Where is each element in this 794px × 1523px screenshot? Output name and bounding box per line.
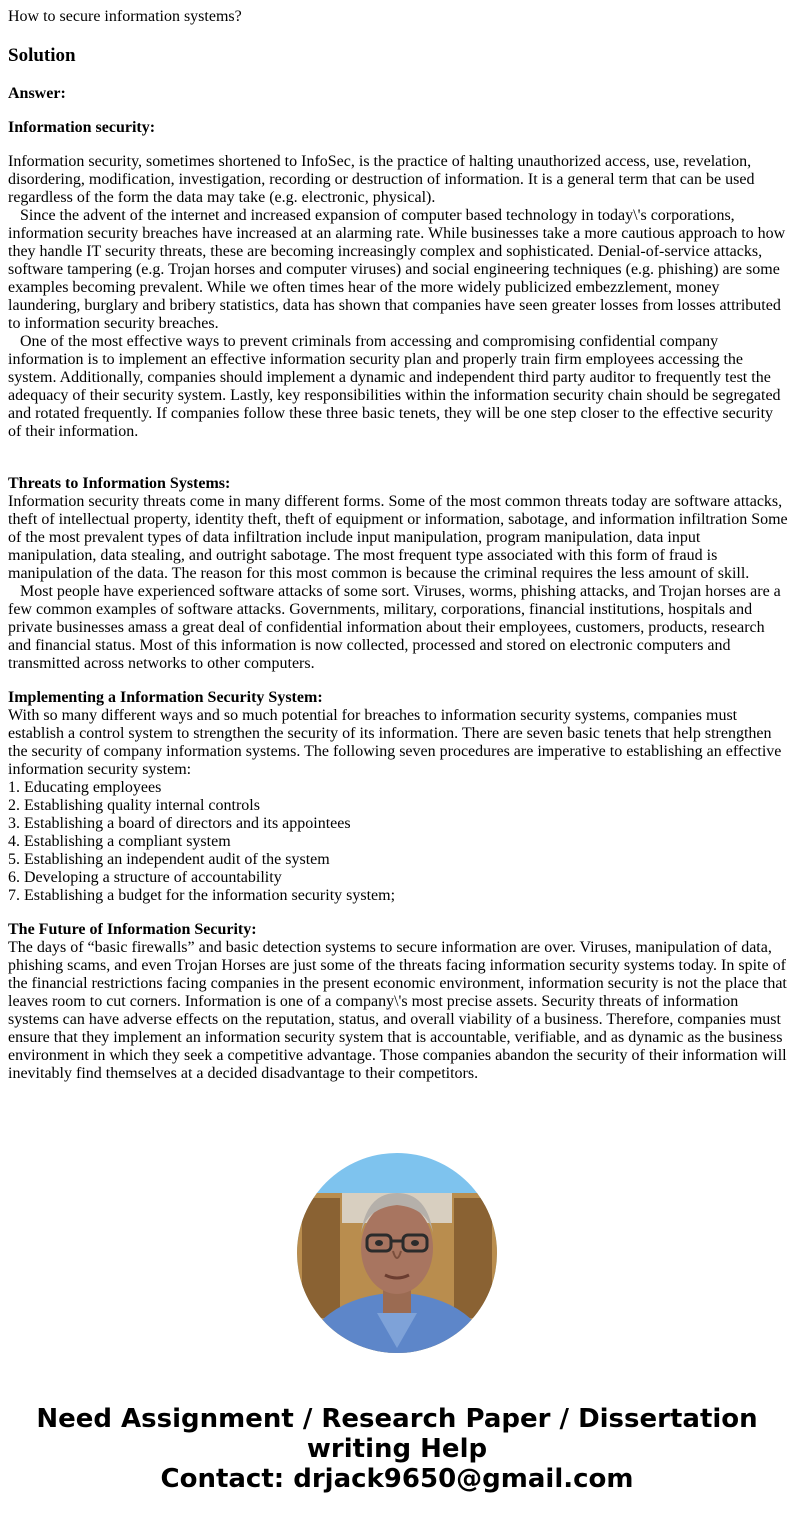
future-paragraph: The days of “basic firewalls” and basic detection systems to secure information are over. Viruses, manipulation of data, phishing scams, and even Trojan Horses are just some of the threats facing information security systems today. In spite of the financial restrictions facing companies in the present economic environment, information security is not the place that leaves room to cut corners. Information is one of a company\'s most precise assets. Security threats of information systems can have adverse effects on the reputation, status, and overall viability of a business. Therefore, companies must ensure that they implement an information security system that is accountable, verifiable, and as dynamic as the business environment in which they seek a competitive advantage. Those companies abandon the security of their information will inevitably find themselves at a decided disadvantage to their competitors.	[8, 939, 787, 1082]
implementing-heading: Implementing a Information Security System:	[8, 689, 323, 706]
solution-heading: Solution	[8, 45, 76, 66]
list-item: 4. Establishing a compliant system	[8, 833, 231, 850]
answer-label: Answer:	[8, 85, 66, 102]
steps-list	[8, 779, 788, 905]
promo-line: writing Help	[306, 1434, 488, 1464]
threats-section	[8, 475, 788, 673]
author-avatar	[297, 1153, 497, 1353]
implementing-intro: With so many different ways and so much potential for breaches to information security systems, companies must establish a control system to strengthen the security of its information. There are seven basic tenets that help strengthen the security of company information systems. The following seven procedures are imperative to establishing an effective information security system:	[8, 707, 782, 778]
list-item: 6. Developing a structure of accountability	[8, 869, 282, 886]
info-security-paragraph: Since the advent of the internet and increased expansion of computer based technology in today\'s corporations, information security breaches have increased at an alarming rate. While businesses take a more cautious approach to how they handle IT security threats, these are becoming increasingly complex and sophisticated. Denial-of-service attacks, software tampering (e.g. Trojan horses and computer viruses) and social engineering techniques (e.g. phishing) are some examples becoming prevalent. While we often times hear of the more widely publicized embezzlement, money laundering, burglary and bribery statistics, data has shown that companies have seen greater losses from losses attributed to information security breaches.	[8, 207, 786, 332]
question-text: How to secure information systems?	[8, 8, 242, 25]
info-security-section	[8, 153, 788, 441]
promo-contact: Contact: drjack9650@gmail.com	[160, 1464, 634, 1494]
info-security-heading: Information security:	[8, 119, 156, 136]
list-item: 5. Establishing an independent audit of the system	[8, 851, 330, 868]
info-security-paragraph: Information security, sometimes shortened to InfoSec, is the practice of halting unauthorized access, use, revelation, disordering, modification, investigation, recording or destruction of information. It is a general term that can be used regardless of the form the data may take (e.g. electronic, physical).	[8, 153, 755, 206]
author-portrait-image	[297, 1153, 497, 1353]
list-item: 3. Establishing a board of directors and its appointees	[8, 815, 351, 832]
list-item: 7. Establishing a budget for the information security system;	[8, 887, 396, 904]
threats-heading: Threats to Information Systems:	[8, 475, 231, 492]
threats-paragraph: Most people have experienced software attacks of some sort. Viruses, worms, phishing attacks, and Trojan horses are a few common examples of software attacks. Governments, military, corporations, financial institutions, hospitals and private businesses amass a great deal of confidential information about their employees, customers, products, research and financial status. Most of this information is now collected, processed and stored on electronic computers and transmitted across networks to other computers.	[8, 583, 781, 672]
promo-banner	[0, 1404, 794, 1494]
document-body	[8, 8, 788, 1082]
future-heading: The Future of Information Security:	[8, 921, 257, 938]
promo-line: Need Assignment / Research Paper / Dissertation	[36, 1404, 758, 1434]
info-security-paragraph: One of the most effective ways to prevent criminals from accessing and compromising confidential company information is to implement an effective information security plan and properly train firm employees accessing the system. Additionally, companies should implement a dynamic and independent third party auditor to frequently test the adequacy of their security system. Lastly, key responsibilities within the information security chain should be segregated and rotated frequently. If companies follow these three basic tenets, they will be one step closer to the effective security of their information.	[8, 333, 781, 440]
future-section	[8, 921, 788, 1083]
list-item: 1. Educating employees	[8, 779, 162, 796]
implementing-section	[8, 689, 788, 905]
threats-paragraph: Information security threats come in many different forms. Some of the most common threats today are software attacks, theft of intellectual property, identity theft, theft of equipment or information, sabotage, and information infiltration Some of the most prevalent types of data infiltration include input manipulation, program manipulation, data input manipulation, data stealing, and outright sabotage. The most frequent type associated with this form of fraud is manipulation of the data. The reason for this most common is because the criminal requires the less amount of skill.	[8, 493, 788, 582]
list-item: 2. Establishing quality internal controls	[8, 797, 260, 814]
